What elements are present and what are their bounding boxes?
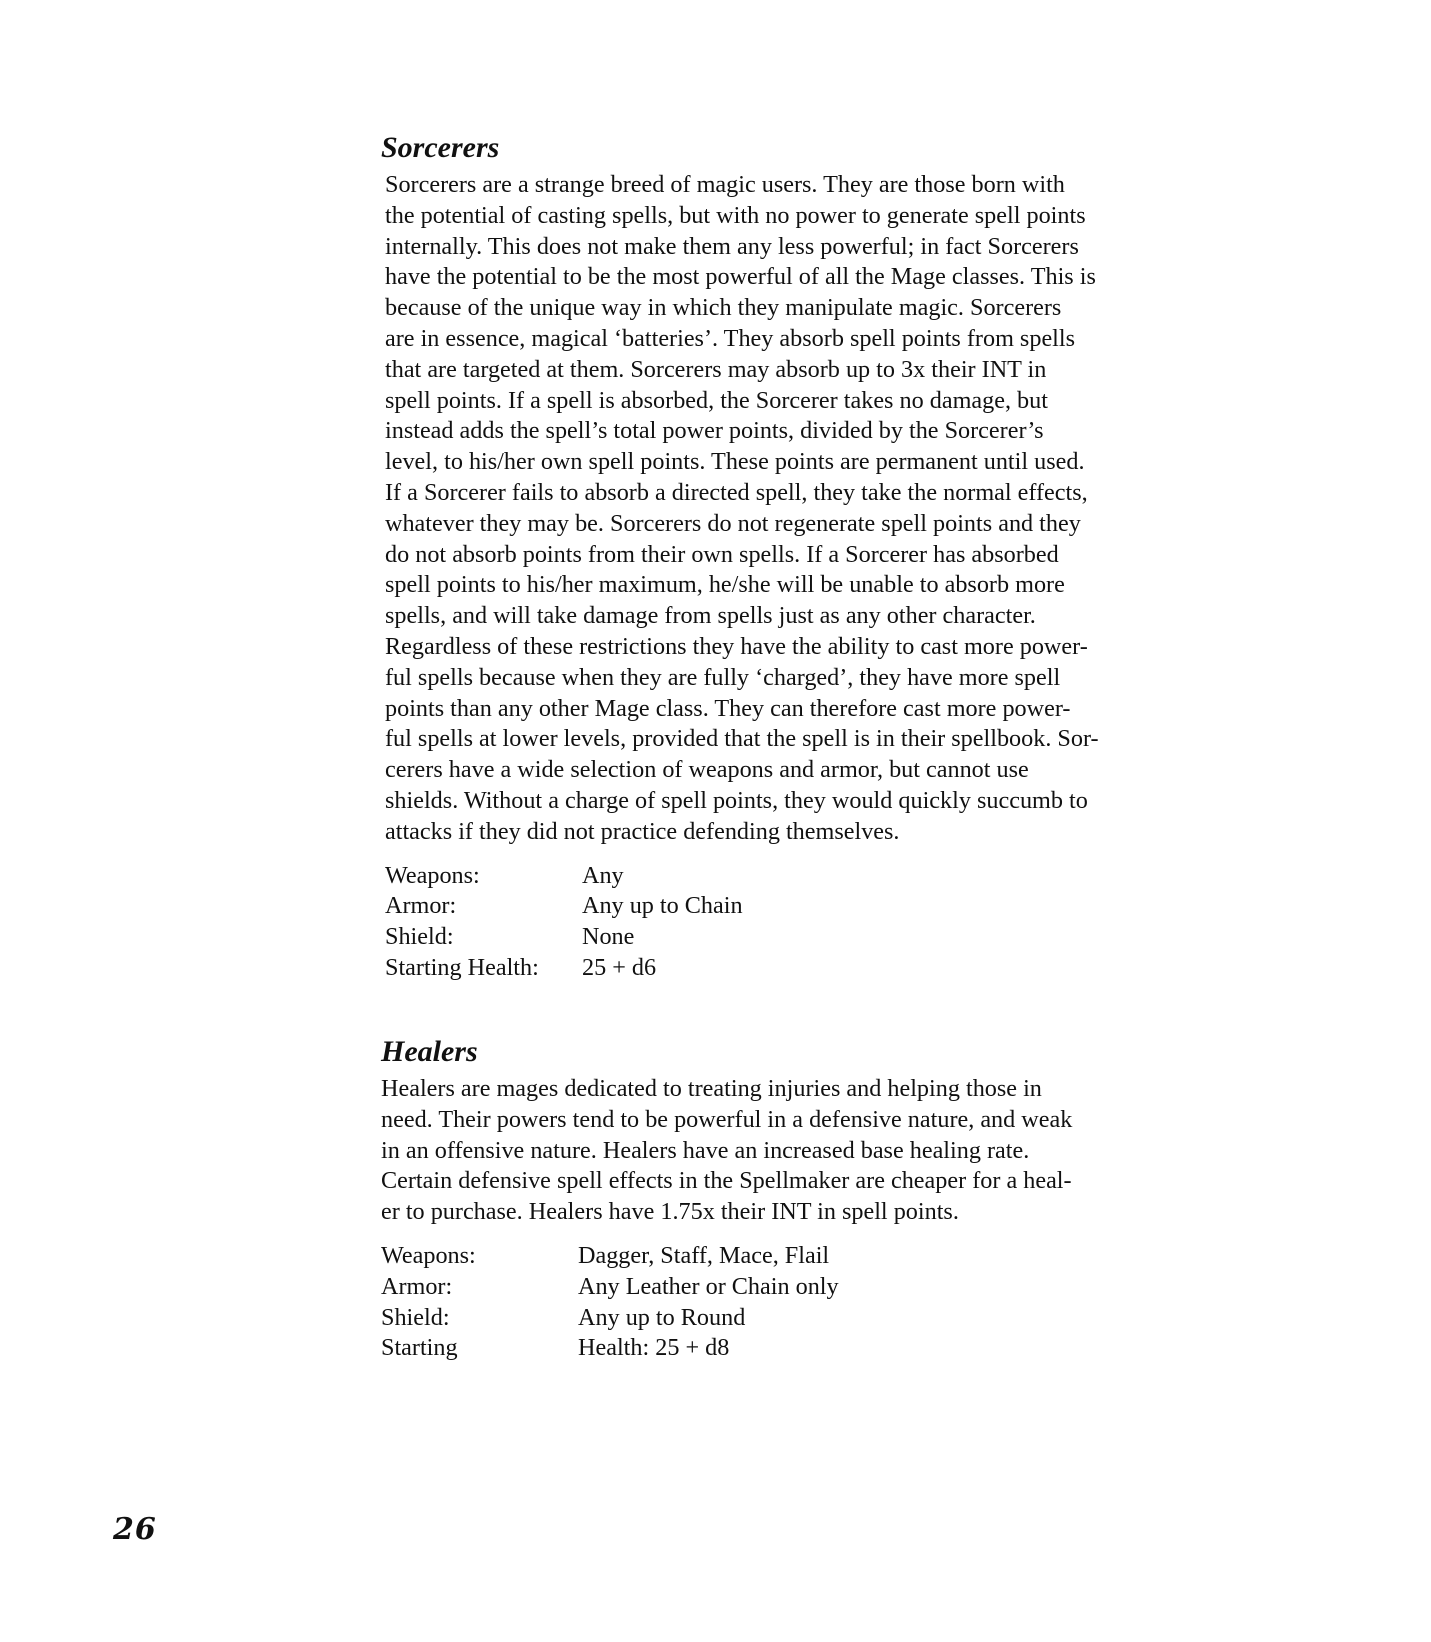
stat-value: Any [582, 861, 624, 889]
healers-stats [381, 1241, 1161, 1364]
stat-row-shield [385, 922, 1161, 953]
text-line: spells, and will take damage from spells just as any other character. [385, 602, 1036, 630]
text-line: in an offensive nature. Healers have an increased base healing rate. [381, 1136, 1030, 1164]
stat-label: Armor: [385, 892, 457, 920]
text-line: because of the unique way in which they manipulate magic. Sorcerers [385, 294, 1062, 322]
stat-label: Starting [381, 1334, 458, 1362]
stat-value: Any up to Round [578, 1303, 746, 1331]
text-line: instead adds the spell’s total power points, divided by the Sorcerer’s [385, 417, 1044, 445]
text-line: shields. Without a charge of spell points, they would quickly succumb to [385, 786, 1088, 814]
stat-row-armor [381, 1272, 1161, 1303]
stat-label: Weapons: [385, 861, 480, 889]
text-line: Certain defensive spell effects in the Spellmaker are cheaper for a heal- [381, 1167, 1072, 1195]
text-line: cerers have a wide selection of weapons and armor, but cannot use [385, 756, 1029, 784]
text-line: Regardless of these restrictions they have the ability to cast more power- [385, 632, 1088, 660]
sorcerers-section [381, 128, 1161, 984]
text-line: whatever they may be. Sorcerers do not regenerate spell points and they [385, 509, 1081, 537]
text-line: spell points to his/her maximum, he/she will be unable to absorb more [385, 571, 1065, 599]
healers-description [381, 1074, 1161, 1228]
stat-value: Health: 25 + d8 [578, 1334, 730, 1362]
text-line: Sorcerers are a strange breed of magic users. They are those born with [385, 171, 1065, 198]
text-line: the potential of casting spells, but with no power to generate spell points [385, 201, 1086, 229]
text-line: If a Sorcerer fails to absorb a directed spell, they take the normal effects, [385, 478, 1088, 506]
text-line: internally. This does not make them any less powerful; in fact Sorcerers [385, 232, 1079, 260]
text-line: need. Their powers tend to be powerful in a defensive nature, and weak [381, 1105, 1073, 1133]
text-line: ful spells at lower levels, provided that the spell is in their spellbook. Sor- [385, 725, 1099, 753]
text-line: level, to his/her own spell points. These points are permanent until used. [385, 448, 1085, 476]
text-line: Healers are mages dedicated to treating injuries and helping those in [381, 1075, 1042, 1102]
stat-value: Any up to Chain [582, 892, 743, 920]
text-line: that are targeted at them. Sorcerers may absorb up to 3x their INT in [385, 355, 1047, 383]
stat-value: Any Leather or Chain only [578, 1272, 839, 1300]
text-line: have the potential to be the most powerful of all the Mage classes. This is [385, 263, 1096, 291]
text-line: spell points. If a spell is absorbed, the Sorcerer takes no damage, but [385, 386, 1048, 414]
sorcerers-stats [381, 861, 1161, 984]
stat-label: Weapons: [381, 1241, 476, 1269]
page-number: 26 [113, 1512, 157, 1547]
text-line: er to purchase. Healers have 1.75x their INT in spell points. [381, 1198, 959, 1226]
sorcerers-heading: Sorcerers [381, 131, 500, 164]
healers-heading: Healers [381, 1035, 478, 1068]
stat-label: Shield: [385, 923, 454, 951]
stat-label: Starting Health: [385, 953, 539, 981]
text-line: do not absorb points from their own spells. If a Sorcerer has absorbed [385, 540, 1059, 568]
stat-value: 25 + d6 [582, 953, 657, 981]
stat-label: Armor: [381, 1272, 453, 1300]
stat-row-armor [385, 891, 1161, 922]
stat-row-starting-health [385, 953, 1161, 984]
text-line: ful spells because when they are fully ‘charged’, they have more spell [385, 663, 1061, 691]
healers-section [381, 1032, 1161, 1364]
stat-row-weapons [385, 861, 1161, 892]
stat-row-starting-health [381, 1333, 1161, 1364]
stat-label: Shield: [381, 1303, 450, 1331]
stat-row-weapons [381, 1241, 1161, 1272]
text-line: points than any other Mage class. They can therefore cast more power- [385, 694, 1071, 722]
text-line: are in essence, magical ‘batteries’. They absorb spell points from spells [385, 324, 1076, 352]
stat-value: Dagger, Staff, Mace, Flail [578, 1241, 830, 1269]
text-line: attacks if they did not practice defending themselves. [385, 817, 900, 845]
stat-row-shield [381, 1303, 1161, 1334]
stat-value: None [582, 923, 635, 951]
sorcerers-description [381, 170, 1161, 848]
